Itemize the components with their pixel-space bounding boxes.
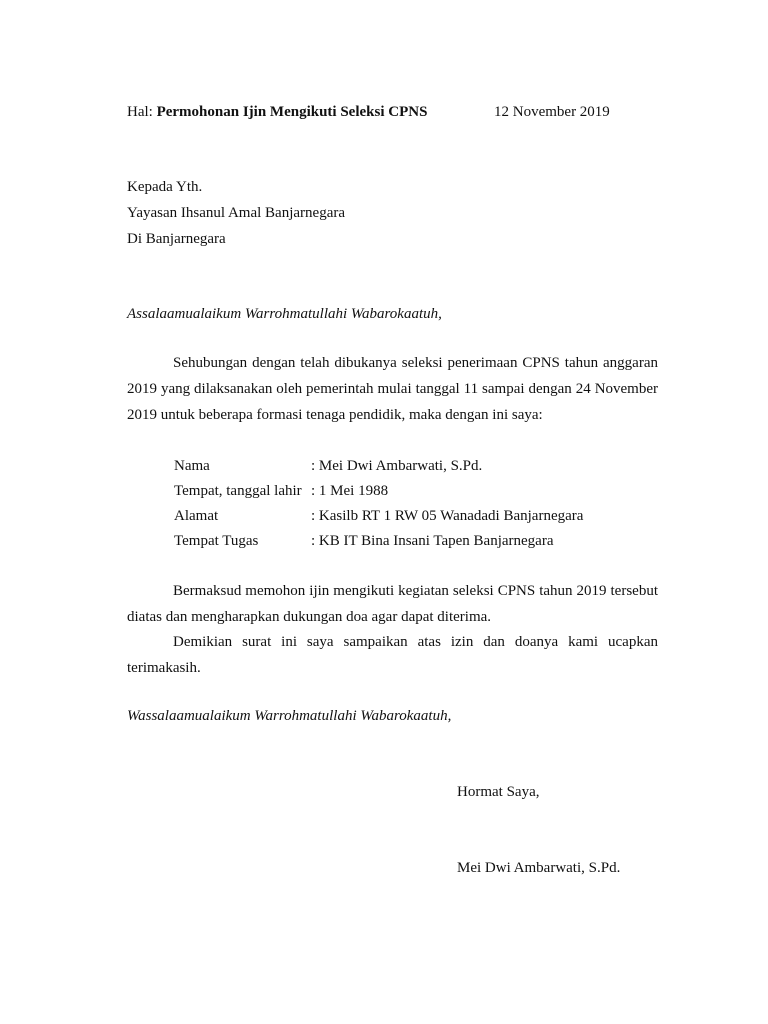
field-value: : KB IT Bina Insani Tapen Banjarnegara xyxy=(311,533,554,549)
recipient-line-1: Kepada Yth. xyxy=(127,179,203,195)
paragraph-intro-text: Sehubungan dengan telah dibukanya seleksi penerimaan CPNS tahun anggaran 2019 yang dilaksanakan oleh pemerintah mulai tanggal 11 sampai dengan 24 November 2019 untuk beberapa formasi tenaga pendidik, maka dengan ini saya: xyxy=(127,355,658,423)
field-value: : Kasilb RT 1 RW 05 Wanadadi Banjarnegara xyxy=(311,508,584,524)
greeting: Assalaamualaikum Warrohmatullahi Wabarokaatuh, xyxy=(127,306,442,322)
signature-regards: Hormat Saya, xyxy=(457,784,540,800)
field-label: Nama xyxy=(174,458,210,474)
closing-greeting: Wassalaamualaikum Warrohmatullahi Wabarokaatuh, xyxy=(127,708,452,724)
paragraph-closing xyxy=(127,629,658,681)
field-value: : 1 Mei 1988 xyxy=(311,483,389,499)
recipient-line-2: Yayasan Ihsanul Amal Banjarnegara xyxy=(127,205,345,221)
subject-label: Hal: xyxy=(127,104,157,120)
subject-line xyxy=(127,103,427,121)
paragraph-intro xyxy=(127,350,658,428)
field-label: Tempat, tanggal lahir xyxy=(174,483,302,499)
subject-text: Permohonan Ijin Mengikuti Seleksi CPNS xyxy=(156,104,428,120)
recipient-line-3: Di Banjarnegara xyxy=(127,231,226,247)
letter-date: 12 November 2019 xyxy=(494,104,610,120)
field-label: Tempat Tugas xyxy=(174,533,259,549)
field-label: Alamat xyxy=(174,508,219,524)
paragraph-request xyxy=(127,578,658,630)
field-value: : Mei Dwi Ambarwati, S.Pd. xyxy=(311,458,483,474)
paragraph-closing-text: Demikian surat ini saya sampaikan atas izin dan doanya kami ucapkan terimakasih. xyxy=(127,634,658,676)
paragraph-request-text: Bermaksud memohon ijin mengikuti kegiatan seleksi CPNS tahun 2019 tersebut diatas dan mengharapkan dukungan doa agar dapat diterima. xyxy=(127,583,658,625)
signature-name: Mei Dwi Ambarwati, S.Pd. xyxy=(457,860,621,876)
